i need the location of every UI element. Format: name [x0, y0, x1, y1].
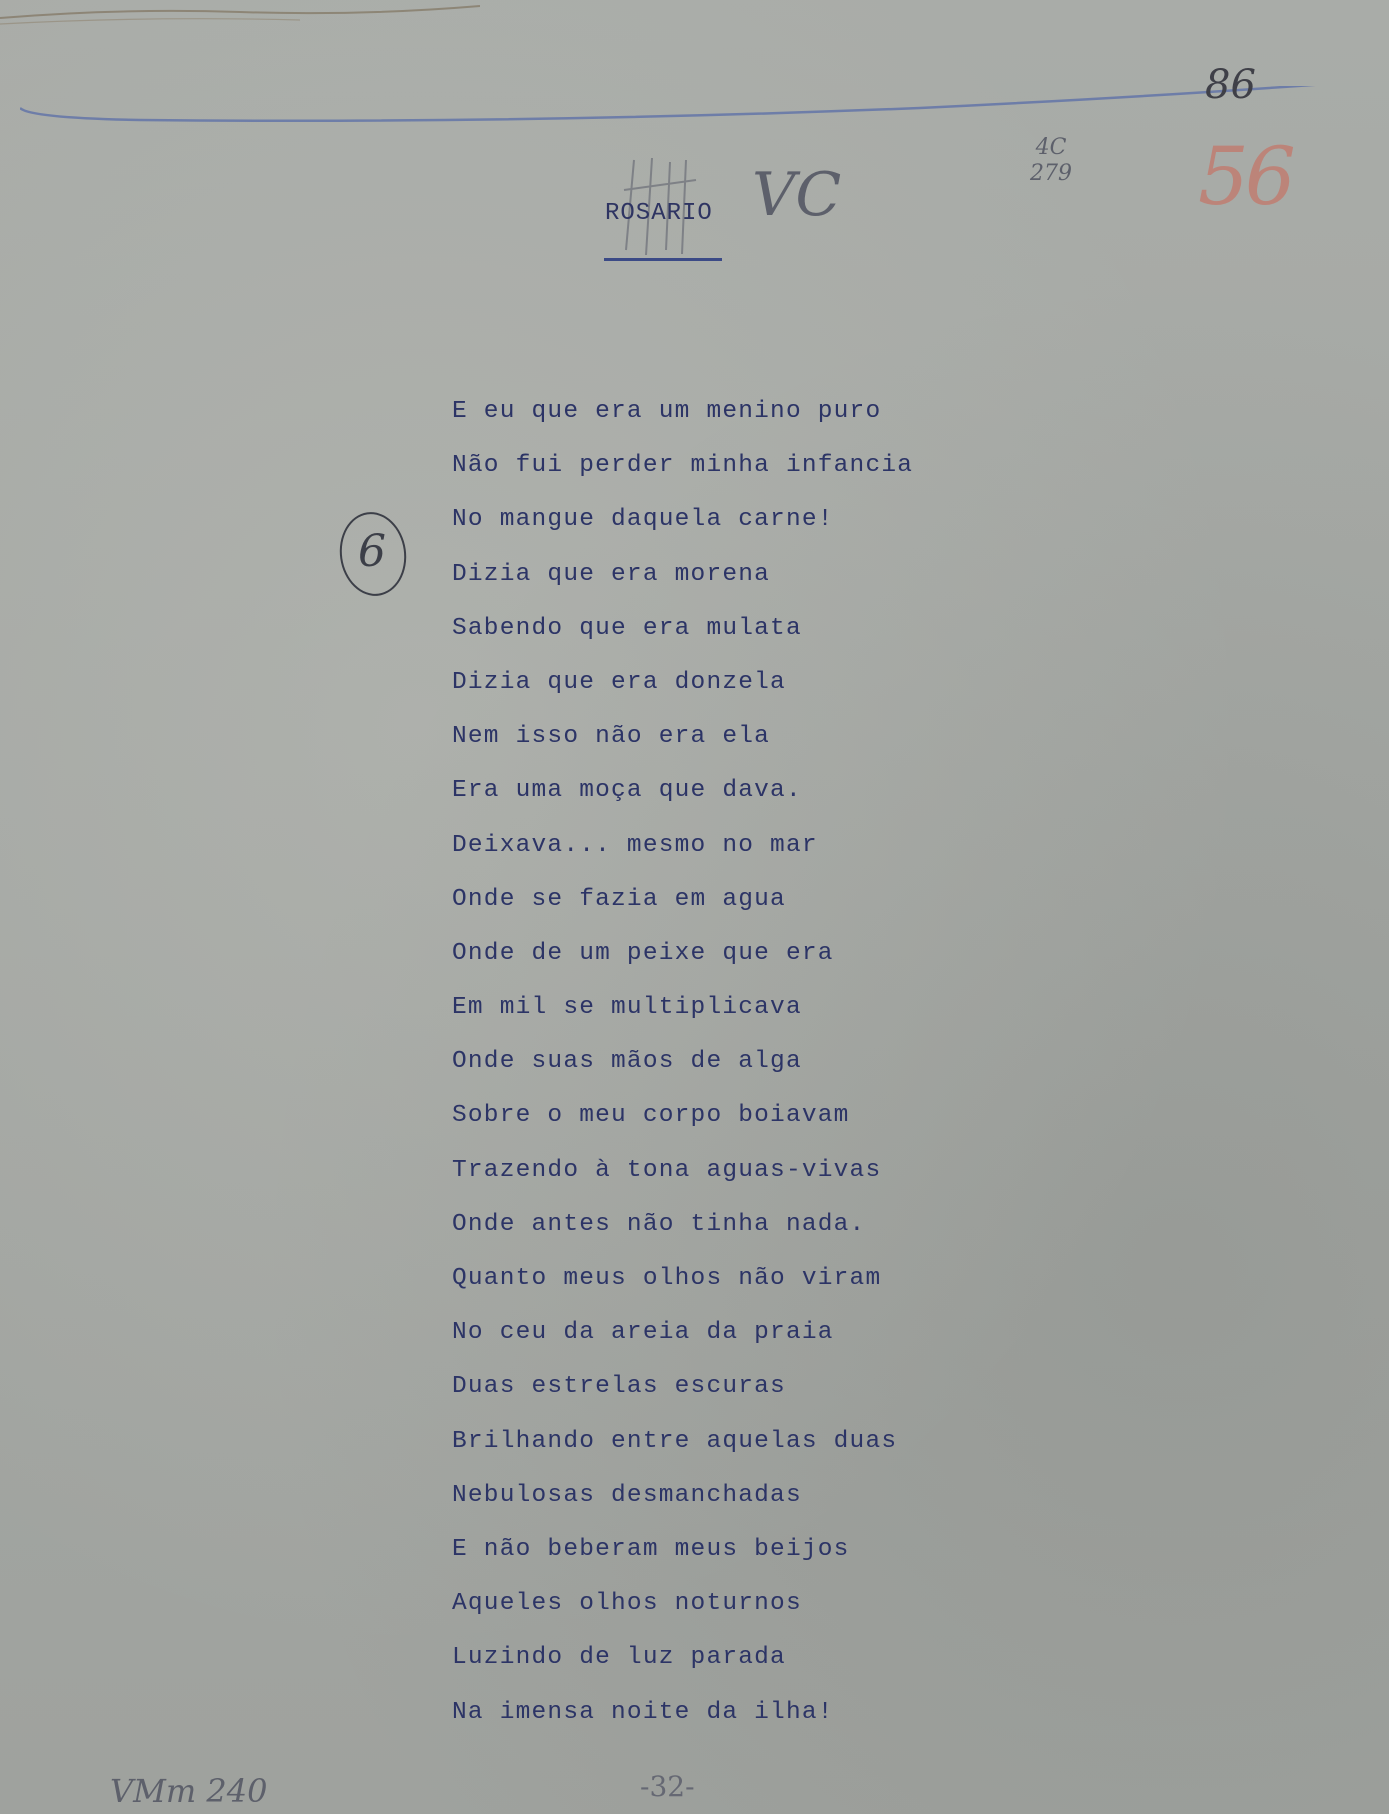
folio-number-86: 86	[1205, 62, 1256, 108]
poem-body	[452, 385, 913, 1740]
poem-line: Sobre o meu corpo boiavam	[452, 1102, 850, 1130]
page-number: -32-	[640, 1770, 695, 1803]
poem-line: No mangue daquela carne!	[452, 506, 834, 534]
poem-line: Dizia que era donzela	[452, 668, 786, 696]
poem-line: Onde de um peixe que era	[452, 939, 834, 967]
poem-line: Em mil se multiplicava	[452, 994, 802, 1022]
circled-number: 6	[358, 526, 386, 577]
poem-line: Deixava... mesmo no mar	[452, 831, 818, 859]
paper-stain	[0, 0, 480, 40]
handwritten-mark-vc: VC	[752, 160, 842, 230]
poem-line: Onde antes não tinha nada.	[452, 1210, 866, 1238]
poem-line: Na imensa noite da ilha!	[452, 1698, 834, 1726]
poem-line: Não fui perder minha infancia	[452, 452, 914, 480]
handwritten-reference	[1030, 135, 1072, 188]
poem-line: Duas estrelas escuras	[452, 1373, 786, 1401]
reference-bottom: 279	[1030, 161, 1072, 187]
poem-line: Onde se fazia em agua	[452, 885, 786, 913]
poem-line: Aqueles olhos noturnos	[452, 1590, 802, 1618]
poem-line: Brilhando entre aquelas duas	[452, 1427, 898, 1455]
poem-line: E eu que era um menino puro	[452, 398, 882, 425]
poem-line: Quanto meus olhos não viram	[452, 1265, 882, 1292]
poem-line: Nem isso não era ela	[452, 723, 771, 751]
bottom-left-note: VMm 240	[110, 1772, 268, 1810]
poem-line: Onde suas mãos de alga	[452, 1048, 802, 1076]
folio-number-red: 56	[1198, 130, 1292, 223]
poem-title: ROSARIO	[605, 200, 713, 227]
blue-pencil-line	[20, 86, 1380, 146]
title-underline	[604, 258, 722, 261]
poem-line: E não beberam meus beijos	[452, 1535, 850, 1563]
poem-line: No ceu da areia da praia	[452, 1319, 834, 1347]
poem-line: Era uma moça que dava.	[452, 777, 802, 805]
reference-top: 4C	[1035, 135, 1067, 160]
poem-line: Nebulosas desmanchadas	[452, 1481, 802, 1509]
poem-line: Luzindo de luz parada	[452, 1644, 786, 1672]
poem-line: Sabendo que era mulata	[452, 614, 802, 642]
poem-line: Trazendo à tona aguas-vivas	[452, 1156, 882, 1184]
poem-line: Dizia que era morena	[452, 560, 771, 588]
